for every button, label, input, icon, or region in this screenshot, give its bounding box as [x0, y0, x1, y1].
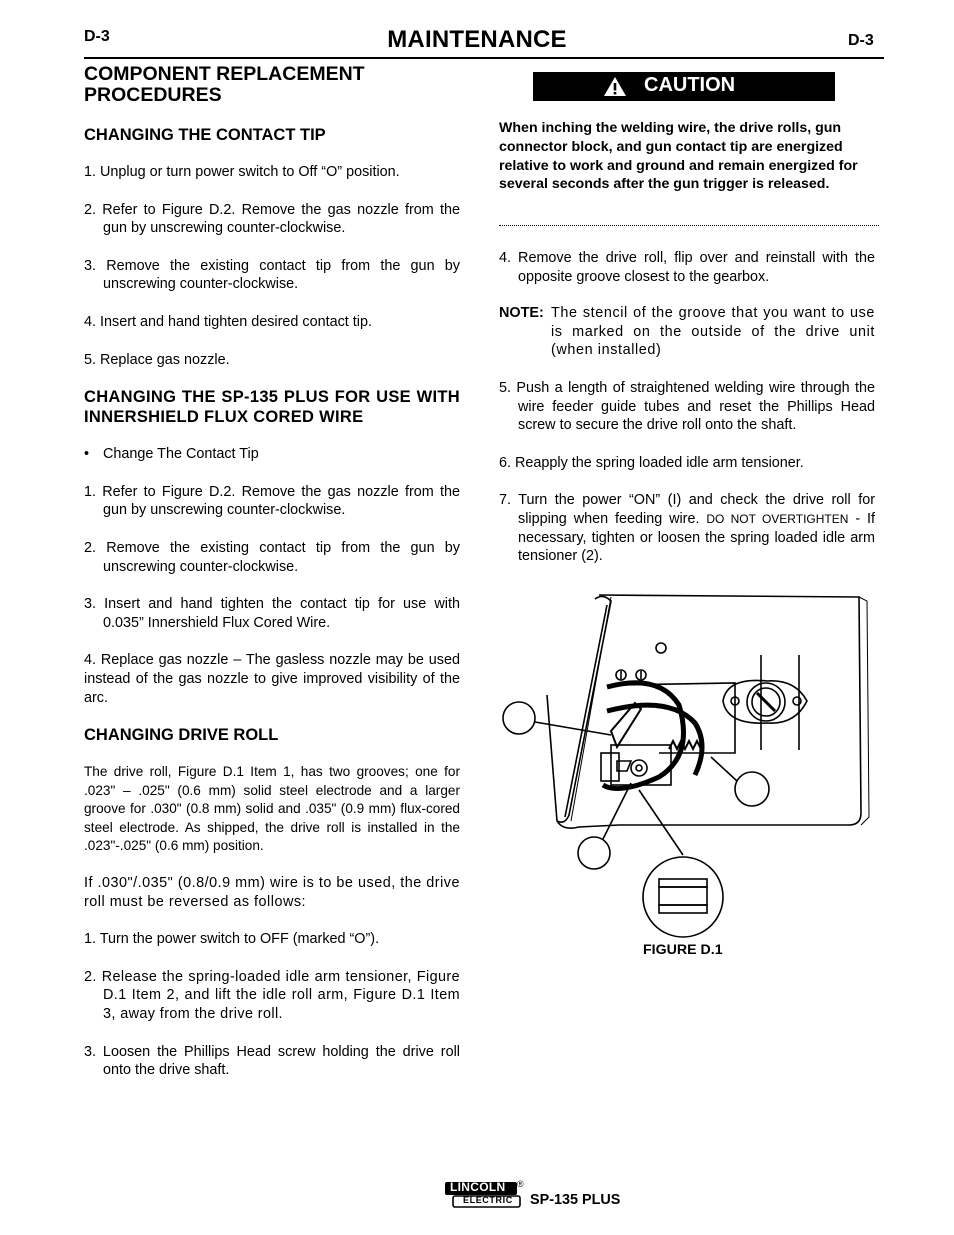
step7-caps: DO NOT OVERTIGHTEN [706, 511, 849, 526]
header-rule [84, 57, 884, 59]
right-column [499, 249, 875, 566]
innershield-step-3: 3. Insert and hand tighten the contact tip for use with 0.035” Innershield Flux Cored Wire. [84, 596, 460, 631]
drive-roll-step-1: 1. Turn the power switch to OFF (marked “O”). [84, 931, 380, 948]
step7-text-b: - If necessary, tighten or loosen the spring loaded idle arm tensioner (2). [518, 510, 876, 565]
innershield-step-1: 1. Refer to Figure D.2. Remove the gas nozzle from the gun by unscrewing counter-clockwise. [84, 483, 460, 519]
contact-tip-step-5: 5. Replace gas nozzle. [84, 351, 230, 368]
drive-roll-step-2: 2. Release the spring-loaded idle arm tensioner, Figure D.1 Item 2, and lift the idle roll arm, Figure D.1 Item 3, away from the drive roll. [84, 968, 460, 1023]
heading-drive-roll: CHANGING DRIVE ROLL [84, 726, 279, 745]
innershield-step-4: 4. Replace gas nozzle – The gasless nozzle may be used instead of the gas nozzle to give improved visibility of the arc. [84, 652, 460, 706]
heading-contact-tip: CHANGING THE CONTACT TIP [84, 126, 326, 144]
heading-innershield: CHANGING THE SP-135 PLUS FOR USE WITH INNERSHIELD FLUX CORED WIRE [84, 388, 460, 427]
left-column [84, 64, 460, 1080]
drive-roll-step-6: 6. Reapply the spring loaded idle arm tensioner. [499, 454, 804, 471]
drive-roll-paragraph-2: If .030"/.035" (0.8/0.9 mm) wire is to be used, the drive roll must be reversed as follows: [84, 875, 460, 910]
step7-text-a: 7. Turn the power “ON” (I) and check the drive roll for slipping when feeding wire. [499, 492, 875, 527]
figure-caption: FIGURE D.1 [643, 942, 723, 958]
note-block [499, 304, 875, 360]
innershield-bullet [84, 445, 460, 464]
contact-tip-step-2: 2. Refer to Figure D.2. Remove the gas nozzle from the gun by unscrewing counter-clockwise. [84, 201, 460, 237]
caution-label: CAUTION [644, 74, 736, 96]
logo-text-electric: ELECTRIC [463, 1195, 513, 1205]
contact-tip-step-4: 4. Insert and hand tighten desired contact tip. [84, 313, 373, 330]
note-text: The stencil of the groove that you want to use is marked on the outside of the drive unit (when installed) [551, 305, 875, 359]
caution-divider [499, 225, 879, 226]
lincoln-electric-logo [444, 1181, 524, 1216]
innershield-step-2: 2. Remove the existing contact tip from the gun by unscrewing counter-clockwise. [84, 539, 460, 575]
contact-tip-step-3: 3. Remove the existing contact tip from the gun by unscrewing counter-clockwise. [84, 257, 460, 293]
note-label: NOTE: [499, 305, 544, 322]
bullet-mark: • [84, 446, 90, 463]
drive-roll-step-3: 3. Loosen the Phillips Head screw holding the drive roll onto the drive shaft. [84, 1043, 460, 1079]
page-number-left: D-3 [84, 28, 110, 45]
caution-text: When inching the welding wire, the drive rolls, gun connector block, and gun contact tip are energized relative to work and ground and remain energized for several seconds after the gun trigger is released. [499, 120, 858, 193]
figure-drive-unit [499, 585, 879, 945]
caution-banner [533, 72, 835, 101]
section-title: COMPONENT REPLACEMENT PROCEDURES [84, 63, 365, 106]
logo-text-lincoln: LINCOLN [450, 1180, 506, 1194]
warning-triangle-icon [603, 76, 627, 102]
drive-roll-step-4: 4. Remove the drive roll, flip over and reinstall with the opposite groove closest to the gearbox. [499, 250, 875, 285]
contact-tip-step-1: 1. Unplug or turn power switch to Off “O” position. [84, 164, 400, 180]
logo-registered-mark: ® [517, 1179, 524, 1189]
page-number-right: D-3 [848, 32, 874, 49]
drive-roll-step-5: 5. Push a length of straightened welding wire through the wire feeder guide tubes and reset the Phillips Head screw to secure the drive roll onto the shaft. [499, 379, 875, 434]
footer-model-name: SP-135 PLUS [530, 1192, 621, 1208]
page-title: MAINTENANCE [387, 26, 567, 53]
drive-roll-step-7 [499, 491, 875, 565]
drive-roll-paragraph-1: The drive roll, Figure D.1 Item 1, has two grooves; one for .023" – .025" (0.6 mm) solid steel electrode and a larger groove for .030" (0.8 mm) solid and .035" (0.9 mm) flux-cored steel electrode. As shipped, the drive roll is installed in the .023"-.025" (0.6 mm) position. [84, 764, 460, 854]
bullet-text: Change The Contact Tip [103, 446, 259, 463]
